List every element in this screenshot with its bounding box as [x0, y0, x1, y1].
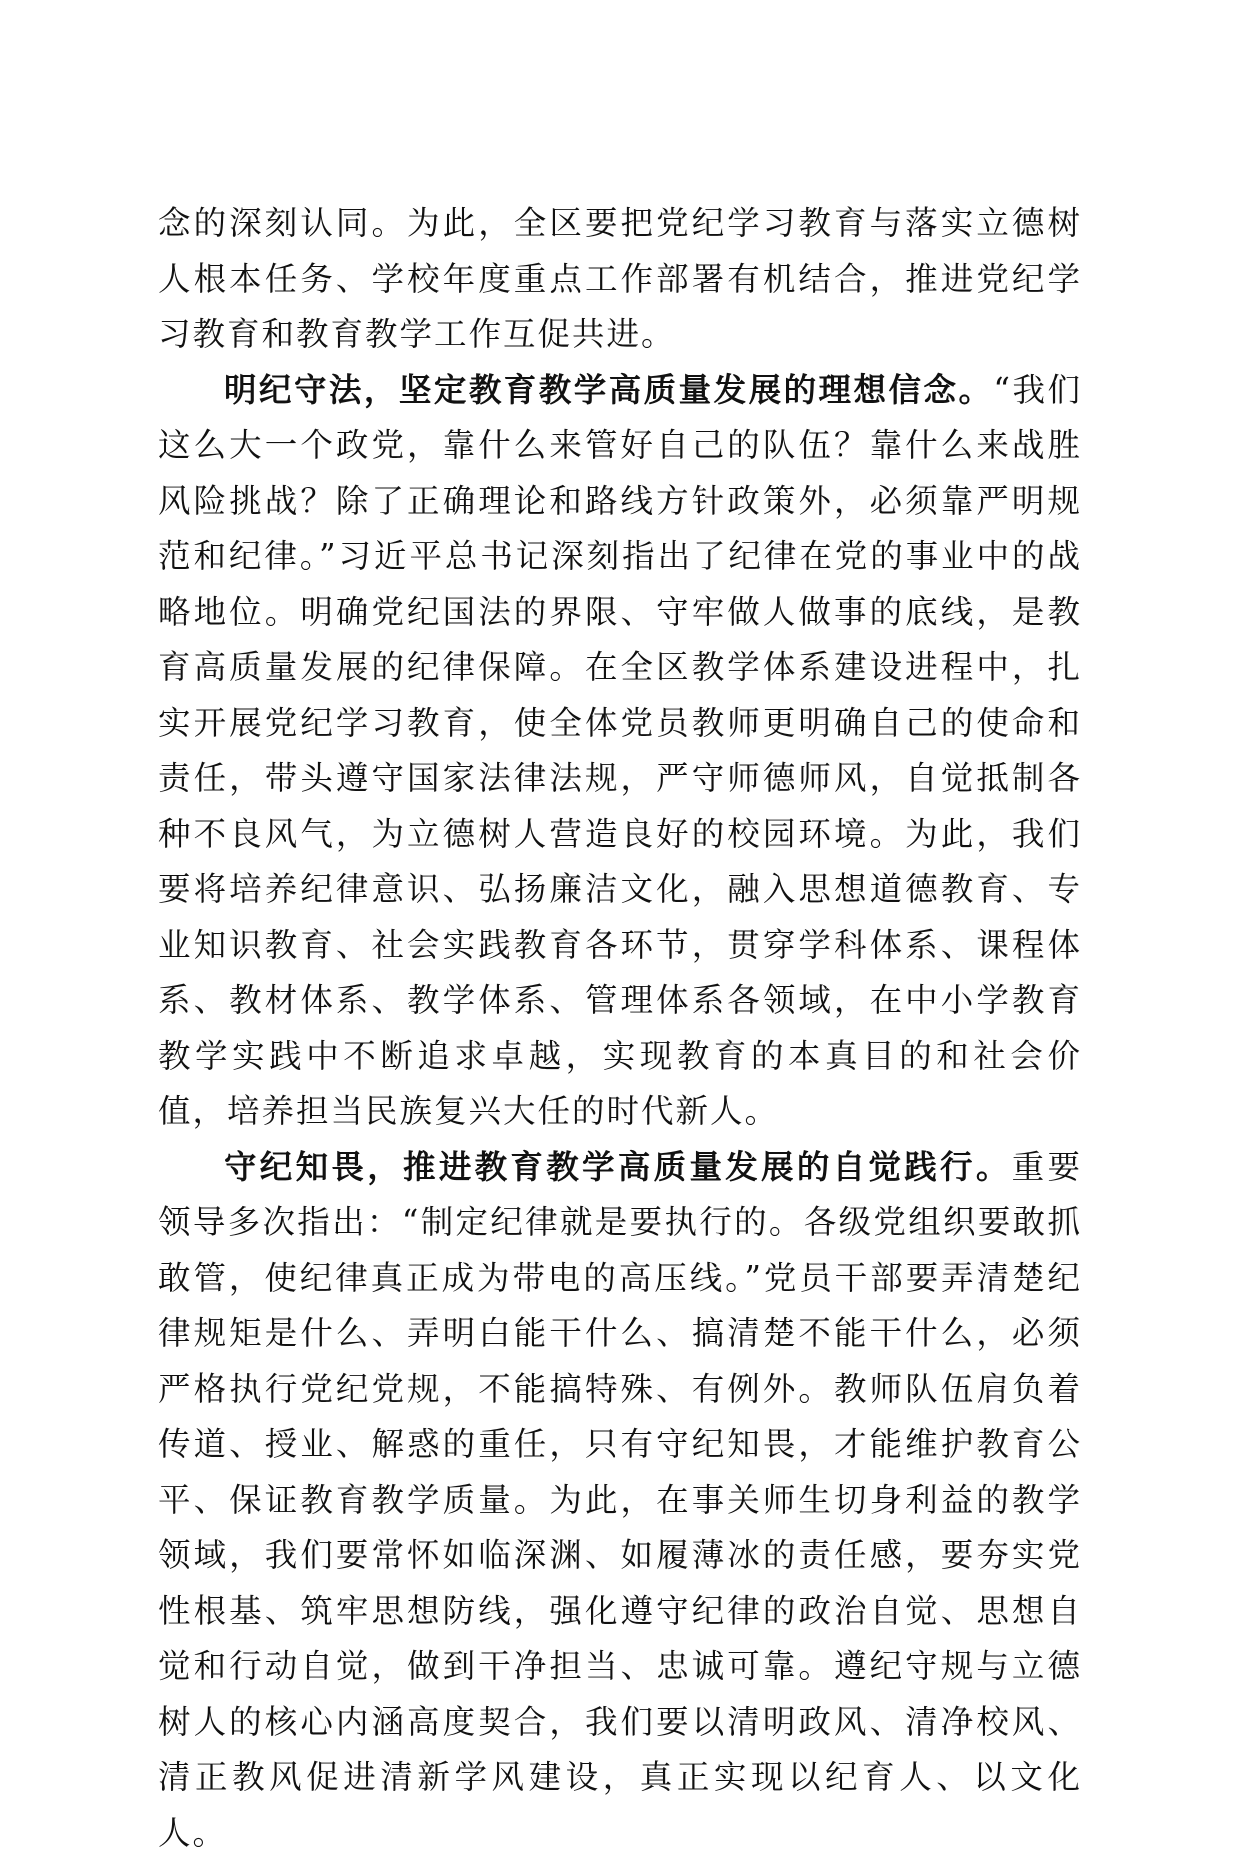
document-body [158, 196, 1082, 1861]
paragraph-text: “我们这么大一个政党，靠什么来管好自己的队伍？靠什么来战胜风险挑战？除了正确理论和路线方针政策外，必须靠严明规范和纪律。”习近平总书记深刻指出了纪律在党的事业中的战略地位。明确党纪国法的界限、守牢做人做事的底线，是教育高质量发展的纪律保障。在全区教学体系建设进程中，扎实开展党纪学习教育，使全体党员教师更明确自己的使命和责任，带头遵守国家法律法规，严守师德师风，自觉抵制各种不良风气，为立德树人营造良好的校园环境。为此，我们要将培养纪律意识、弘扬廉洁文化，融入思想道德教育、专业知识教育、社会实践教育各环节，贯穿学科体系、课程体系、教材体系、教学体系、管理体系各领域，在中小学教育教学实践中不断追求卓越，实现教育的本真目的和社会价值，培养担当民族复兴大任的时代新人。 [158, 371, 1082, 1131]
paragraph-heading: 明纪守法，坚定教育教学高质量发展的理想信念。 [224, 371, 993, 409]
paragraph-text: 念的深刻认同。为此，全区要把党纪学习教育与落实立德树人根本任务、学校年度重点工作部署有机结合，推进党纪学习教育和教育教学工作互促共进。 [158, 204, 1082, 353]
paragraph-discipline-law [158, 363, 1082, 1140]
paragraph-heading: 守纪知畏，推进教育教学高质量发展的自觉践行。 [224, 1148, 1012, 1186]
paragraph-continuation [158, 196, 1082, 363]
paragraph-discipline-awe [158, 1140, 1082, 1861]
paragraph-text: 重要领导多次指出：“制定纪律就是要执行的。各级党组织要敢抓敢管，使纪律真正成为带电的高压线。”党员干部要弄清楚纪律规矩是什么、弄明白能干什么、搞清楚不能干什么，必须严格执行党纪党规，不能搞特殊、有例外。教师队伍肩负着传道、授业、解惑的重任，只有守纪知畏，才能维护教育公平、保证教育教学质量。为此，在事关师生切身利益的教学领域，我们要常怀如临深渊、如履薄冰的责任感，要夯实党性根基、筑牢思想防线，强化遵守纪律的政治自觉、思想自觉和行动自觉，做到干净担当、忠诚可靠。遵纪守规与立德树人的核心内涵高度契合，我们要以清明政风、清净校风、清正教风促进清新学风建设，真正实现以纪育人、以文化人。 [158, 1148, 1082, 1852]
